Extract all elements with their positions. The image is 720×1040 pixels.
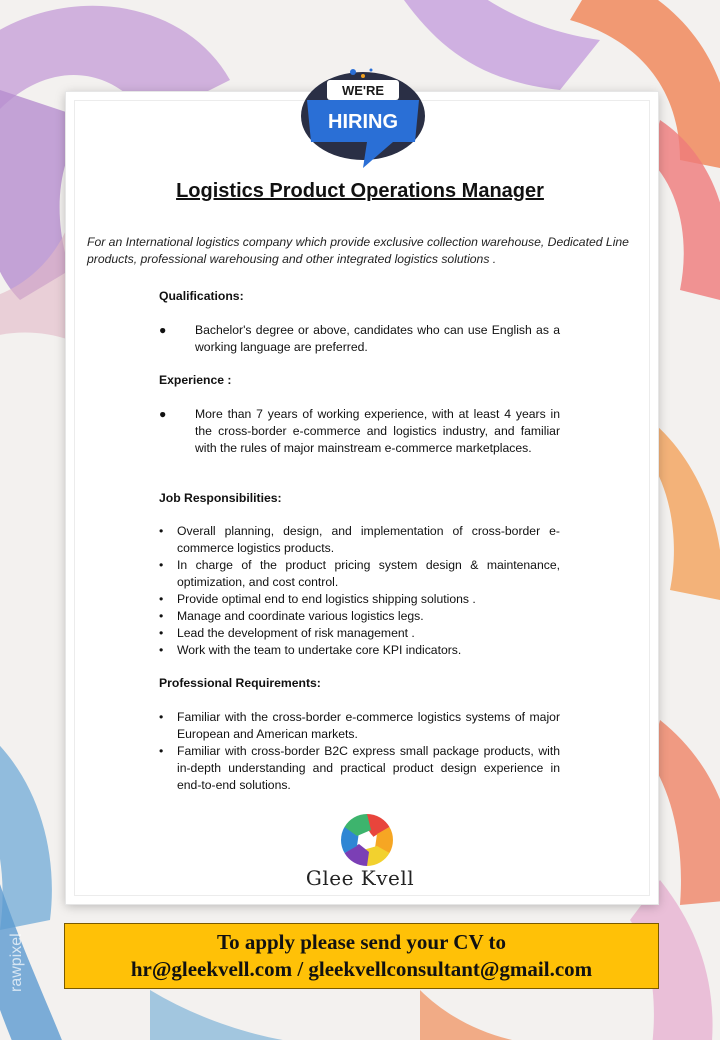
apply-banner xyxy=(64,923,659,989)
list-item: • Work with the team to undertake core KPI indicators. xyxy=(159,643,462,657)
experience-item: ● More than 7 years of working experience, with at least 4 years in the cross-border e-commerce and logistics industry, and familiar with the rules of major mainstream e-commerce marketplaces. xyxy=(159,407,560,455)
list-item: • Manage and coordinate various logistics legs. xyxy=(159,609,424,623)
requirements-list xyxy=(159,709,560,794)
experience-heading: Experience : xyxy=(159,373,232,387)
bullet-icon: ● xyxy=(159,323,167,337)
watermark: rawpixel xyxy=(8,933,25,992)
list-item: • Lead the development of risk management . xyxy=(159,626,415,640)
list-item: • Overall planning, design, and implementation of cross-border e-commerce logistics products. xyxy=(159,524,560,555)
list-item: • Familiar with the cross-border e-commerce logistics systems of major European and American markets. xyxy=(159,710,560,741)
intro-text: For an International logistics company which provide exclusive collection warehouse, Dedicated Line products, professional warehousing and other integrated logistics solutions . xyxy=(87,235,629,266)
list-item: • In charge of the product pricing system design & maintenance, optimization, and cost control. xyxy=(159,558,560,589)
hiring-badge xyxy=(297,64,429,174)
list-item: • Provide optimal end to end logistics shipping solutions . xyxy=(159,592,476,606)
qualifications-heading: Qualifications: xyxy=(159,289,244,303)
responsibilities-list xyxy=(159,523,560,659)
job-title: Logistics Product Operations Manager xyxy=(176,180,544,202)
sparkle-icon xyxy=(350,69,356,75)
bullet-icon: • xyxy=(159,626,164,640)
apply-emails: hr@gleekvell.com / gleekvellconsultant@gmail.com xyxy=(130,957,593,981)
bullet-icon: ● xyxy=(159,407,167,421)
bullet-icon: • xyxy=(159,609,164,623)
badge-line1: WE'RE xyxy=(341,83,385,98)
bullet-icon: • xyxy=(159,558,164,572)
requirements-heading: Professional Requirements: xyxy=(159,676,321,690)
responsibilities-heading: Job Responsibilities: xyxy=(159,491,282,505)
bullet-icon: • xyxy=(159,710,164,724)
bullet-icon: • xyxy=(159,592,164,606)
qualification-item: ● Bachelor's degree or above, candidates who can use English as a working language are preferred. xyxy=(159,323,560,354)
apply-line1: To apply please send your CV to xyxy=(216,930,507,954)
bullet-icon: • xyxy=(159,524,164,538)
list-item: • Familiar with cross-border B2C express small package products, with in-depth understanding and practical product design experience in end-to-end solutions. xyxy=(159,744,560,792)
brand-name: Glee Kvell xyxy=(305,866,415,890)
bullet-icon: • xyxy=(159,643,164,657)
badge-line2: HIRING xyxy=(328,111,398,133)
aperture-logo-icon xyxy=(337,810,397,870)
bullet-icon: • xyxy=(159,744,164,758)
